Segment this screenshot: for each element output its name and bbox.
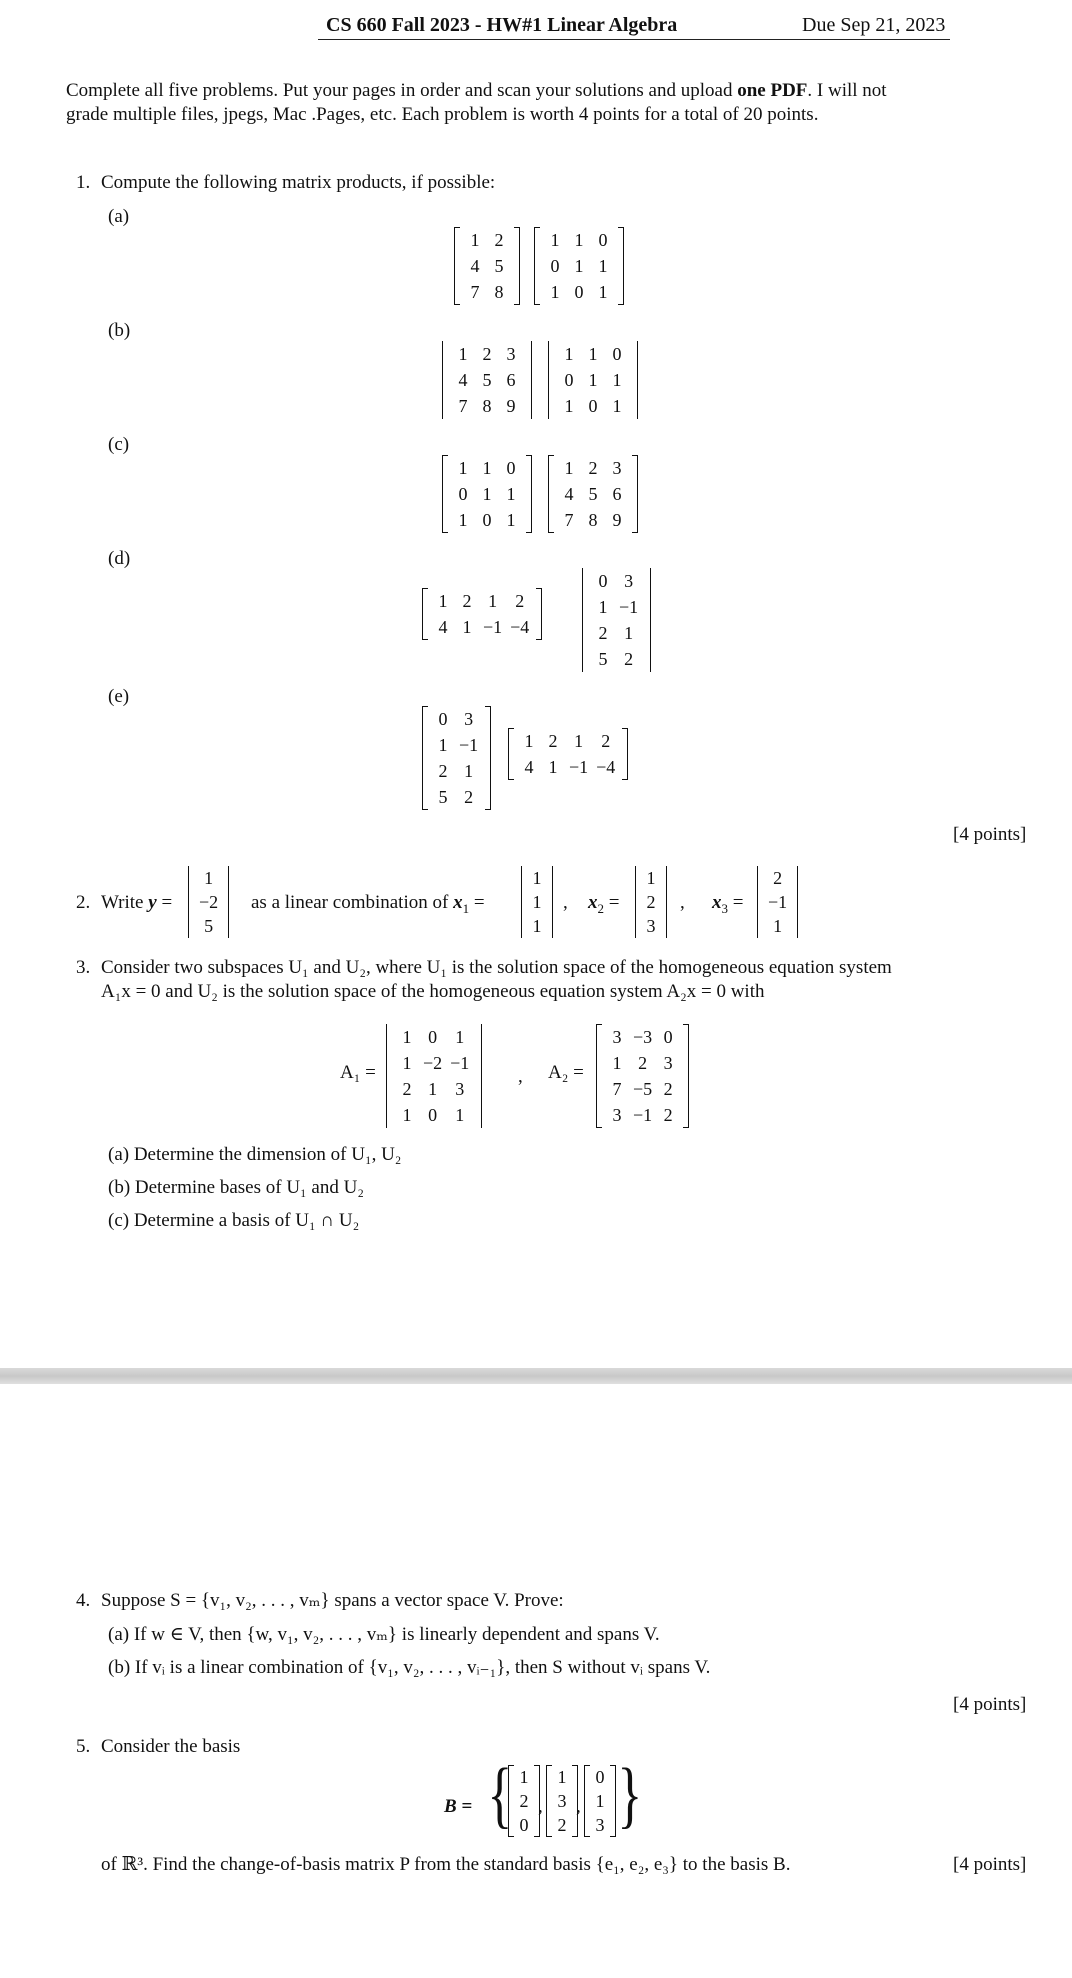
matrix-cell: 1 [458, 344, 468, 364]
matrix-cell: 5 [494, 256, 504, 276]
problem-1-number: 1. [76, 172, 91, 193]
problem-4-b: (b) If vᵢ is a linear combination of {v₁, v₂, . . . , vᵢ₋₁}, then S without vᵢ spans V. [108, 1657, 711, 1678]
part-1c-label: (c) [108, 434, 130, 455]
matrix-1e-left [422, 706, 491, 810]
header-rule [318, 39, 950, 40]
matrix-cell: 7 [470, 282, 480, 302]
B-label: B = [444, 1796, 473, 1817]
matrix-cell: 8 [494, 282, 504, 302]
matrix-cell: 0 [663, 1027, 673, 1047]
matrix-cell: 7 [564, 510, 574, 530]
matrix-cell: −5 [633, 1079, 653, 1099]
matrix-cell: 2 [601, 731, 611, 751]
matrix-cell: 3 [506, 344, 516, 364]
matrix-cell: 1 [455, 1105, 465, 1125]
matrix-cell: −1 [619, 597, 639, 617]
problem-4-points: [4 points] [953, 1694, 1027, 1715]
matrix-cell: 0 [482, 510, 492, 530]
matrix-cell: 1 [612, 1053, 622, 1073]
matrix-cell: 6 [612, 484, 622, 504]
matrix-cell: 1 [428, 1079, 438, 1099]
matrix-cell: 3 [612, 458, 622, 478]
matrix-cell: 3 [595, 1815, 605, 1835]
problem-1-text: Compute the following matrix products, if possible: [101, 172, 496, 193]
comma-3: , [518, 1066, 523, 1087]
matrix-cell: 7 [458, 396, 468, 416]
problem-5-tail: of ℝ³. Find the change-of-basis matrix P from the standard basis {e₁, e₂, e₃} to the basis B. [101, 1854, 791, 1875]
matrix-cell: 0 [506, 458, 516, 478]
matrix-cell: 5 [588, 484, 598, 504]
problem-2-mid: as a linear combination of $x_1$ = [251, 892, 485, 916]
problem-2-number: 2. [76, 892, 91, 913]
matrix-cell: 1 [574, 230, 584, 250]
matrix-cell: 0 [612, 344, 622, 364]
matrix-cell: 1 [438, 591, 448, 611]
matrix-cell: 1 [506, 484, 516, 504]
matrix-cell: −1 [483, 617, 503, 637]
matrix-cell: 0 [428, 1027, 438, 1047]
matrix-cell: 1 [595, 1791, 605, 1811]
vector-y [188, 866, 229, 938]
matrix-1d-right [582, 568, 651, 672]
matrix-cell: 2 [638, 1053, 648, 1073]
matrix-cell: 1 [773, 916, 783, 936]
part-1a-label: (a) [108, 206, 130, 227]
matrix-cell: 2 [515, 591, 525, 611]
matrix-A2 [596, 1024, 689, 1128]
matrix-cell: −4 [510, 617, 530, 637]
matrix-1a-left [454, 227, 520, 305]
matrix-cell: 1 [574, 256, 584, 276]
matrix-cell: 1 [458, 458, 468, 478]
open-brace: { [487, 1754, 513, 1836]
problem-4-text: Suppose S = {v₁, v₂, . . . , vₘ} spans a vector space V. Prove: [101, 1590, 564, 1611]
matrix-cell: 4 [458, 370, 468, 390]
matrix-cell: 3 [612, 1027, 622, 1047]
problem-1-points: [4 points] [953, 824, 1027, 845]
matrix-cell: 1 [564, 458, 574, 478]
problem-4-a: (a) If w ∈ V, then {w, v₁, v₂, . . . , vₘ} is linearly dependent and spans V. [108, 1624, 660, 1645]
matrix-cell: 6 [506, 370, 516, 390]
matrix-cell: 0 [428, 1105, 438, 1125]
x2-label: $x_2$ = [588, 892, 620, 916]
matrix-1b-right [548, 341, 638, 419]
matrix-cell: 1 [470, 230, 480, 250]
part-1d-label: (d) [108, 548, 131, 569]
problem-3-b: (b) Determine bases of U₁ and U₂ [108, 1177, 364, 1198]
matrix-cell: 1 [524, 731, 534, 751]
matrix-cell: 4 [524, 757, 534, 777]
problem-3-a: (a) Determine the dimension of U₁, U₂ [108, 1144, 402, 1165]
matrix-cell: 4 [470, 256, 480, 276]
matrix-cell: 2 [663, 1105, 673, 1125]
matrix-cell: −1 [450, 1053, 470, 1073]
A2-label: A₂ = [548, 1062, 584, 1083]
matrix-cell: 1 [488, 591, 498, 611]
matrix-cell: 1 [402, 1105, 412, 1125]
matrix-cell: 1 [455, 1027, 465, 1047]
matrix-cell: 0 [598, 571, 608, 591]
matrix-cell: 1 [402, 1027, 412, 1047]
matrix-cell: −1 [569, 757, 589, 777]
matrix-cell: −1 [633, 1105, 653, 1125]
matrix-cell: −1 [768, 892, 788, 912]
matrix-cell: 5 [438, 787, 448, 807]
page-2 [0, 1384, 1072, 1978]
problem-2-write: Write y = [101, 892, 173, 913]
matrix-cell: 1 [550, 282, 560, 302]
matrix-cell: 3 [612, 1105, 622, 1125]
matrix-cell: −4 [596, 757, 616, 777]
matrix-cell: 0 [458, 484, 468, 504]
matrix-cell: 8 [482, 396, 492, 416]
matrix-cell: 1 [464, 761, 474, 781]
matrix-cell: 2 [519, 1791, 529, 1811]
A1-label: A₁ = [340, 1062, 376, 1083]
x3-label: $x_3$ = [712, 892, 744, 916]
matrix-cell: 2 [624, 649, 634, 669]
vector-x1 [521, 866, 553, 938]
matrix-cell: 1 [204, 868, 214, 888]
matrix-cell: 1 [532, 892, 542, 912]
matrix-cell: 4 [438, 617, 448, 637]
matrix-cell: 2 [462, 591, 472, 611]
matrix-cell: 1 [402, 1053, 412, 1073]
matrix-cell: 1 [612, 396, 622, 416]
matrix-cell: 2 [773, 868, 783, 888]
matrix-cell: 1 [482, 484, 492, 504]
matrix-cell: 0 [550, 256, 560, 276]
matrix-cell: 1 [532, 916, 542, 936]
matrix-cell: −2 [199, 892, 219, 912]
matrix-cell: 3 [646, 916, 656, 936]
matrix-1e-right [508, 728, 628, 780]
problem-3-line-1: Consider two subspaces U₁ and U₂, where U₁ is the solution space of the homogeneous equation system [101, 957, 892, 978]
problem-3-c: (c) Determine a basis of U₁ ∩ U₂ [108, 1210, 360, 1231]
matrix-cell: 1 [598, 256, 608, 276]
problem-4-number: 4. [76, 1590, 91, 1611]
vector-x3 [757, 866, 798, 938]
matrix-cell: 1 [564, 396, 574, 416]
matrix-cell: 0 [588, 396, 598, 416]
matrix-cell: 1 [482, 458, 492, 478]
matrix-cell: 9 [612, 510, 622, 530]
matrix-cell: −2 [423, 1053, 443, 1073]
comma-1: , [563, 892, 568, 913]
comma-5: , [576, 1796, 581, 1817]
vector-x2 [635, 866, 667, 938]
matrix-cell: 2 [548, 731, 558, 751]
matrix-cell: 9 [506, 396, 516, 416]
matrix-cell: 1 [574, 731, 584, 751]
comma-4: , [538, 1796, 543, 1817]
problem-3-number: 3. [76, 957, 91, 978]
part-1b-label: (b) [108, 320, 131, 341]
matrix-cell: 1 [612, 370, 622, 390]
matrix-cell: 5 [482, 370, 492, 390]
matrix-1a-right [534, 227, 624, 305]
matrix-cell: 1 [646, 868, 656, 888]
matrix-cell: 3 [464, 709, 474, 729]
matrix-cell: 1 [506, 510, 516, 530]
matrix-cell: 1 [548, 757, 558, 777]
course-title: CS 660 Fall 2023 - HW#1 Linear Algebra [326, 14, 678, 36]
matrix-cell: 1 [550, 230, 560, 250]
matrix-1d-left [422, 588, 542, 640]
matrix-cell: 1 [458, 510, 468, 530]
matrix-cell: 5 [598, 649, 608, 669]
matrix-cell: 1 [588, 370, 598, 390]
matrix-cell: 2 [646, 892, 656, 912]
matrix-A1 [386, 1024, 482, 1128]
problem-5-number: 5. [76, 1736, 91, 1757]
matrix-cell: 1 [557, 1767, 567, 1787]
matrix-1c-left [442, 455, 532, 533]
matrix-cell: 1 [598, 597, 608, 617]
matrix-cell: 2 [402, 1079, 412, 1099]
matrix-cell: 4 [564, 484, 574, 504]
problem-3-line-2: A₁x = 0 and U₂ is the solution space of the homogeneous equation system A₂x = 0 with [101, 981, 765, 1002]
matrix-cell: 1 [532, 868, 542, 888]
matrix-cell: 0 [564, 370, 574, 390]
problem-5-text: Consider the basis [101, 1736, 241, 1757]
basis-vector-2 [546, 1765, 578, 1837]
matrix-cell: 1 [598, 282, 608, 302]
comma-2: , [680, 892, 685, 913]
matrix-cell: 2 [464, 787, 474, 807]
matrix-cell: 2 [588, 458, 598, 478]
intro-line-1: Complete all five problems. Put your pages in order and scan your solutions and upload one PDF. I will not [66, 80, 887, 101]
basis-vector-1 [508, 1765, 540, 1837]
matrix-cell: 1 [462, 617, 472, 637]
matrix-cell: −3 [633, 1027, 653, 1047]
basis-vector-3 [584, 1765, 616, 1837]
matrix-1c-right [548, 455, 638, 533]
matrix-cell: 3 [624, 571, 634, 591]
matrix-cell: −1 [459, 735, 479, 755]
matrix-cell: 2 [494, 230, 504, 250]
matrix-cell: 0 [519, 1815, 529, 1835]
matrix-cell: 1 [564, 344, 574, 364]
matrix-cell: 3 [663, 1053, 673, 1073]
close-brace: } [617, 1754, 643, 1836]
matrix-cell: 0 [574, 282, 584, 302]
matrix-cell: 0 [438, 709, 448, 729]
problem-5-points: [4 points] [953, 1854, 1027, 1875]
matrix-cell: 8 [588, 510, 598, 530]
matrix-cell: 2 [482, 344, 492, 364]
matrix-cell: 1 [588, 344, 598, 364]
matrix-cell: 1 [624, 623, 634, 643]
matrix-cell: 2 [598, 623, 608, 643]
matrix-cell: 5 [204, 916, 214, 936]
matrix-cell: 3 [557, 1791, 567, 1811]
due-date: Due Sep 21, 2023 [802, 14, 946, 36]
matrix-cell: 0 [595, 1767, 605, 1787]
matrix-cell: 2 [663, 1079, 673, 1099]
matrix-cell: 1 [438, 735, 448, 755]
matrix-cell: 2 [557, 1815, 567, 1835]
matrix-cell: 2 [438, 761, 448, 781]
matrix-cell: 1 [519, 1767, 529, 1787]
matrix-cell: 7 [612, 1079, 622, 1099]
matrix-1b-left [442, 341, 532, 419]
matrix-cell: 0 [598, 230, 608, 250]
part-1e-label: (e) [108, 686, 130, 707]
intro-line-2: grade multiple files, jpegs, Mac .Pages, etc. Each problem is worth 4 points for a total of 20 points. [66, 104, 819, 125]
matrix-cell: 3 [455, 1079, 465, 1099]
